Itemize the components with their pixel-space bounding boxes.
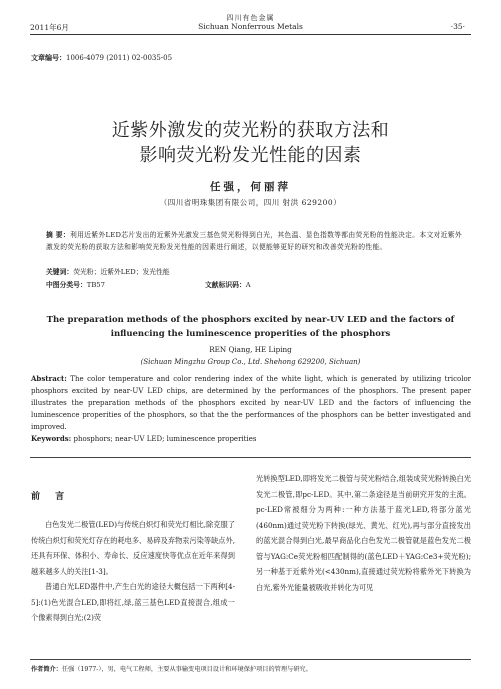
abstract-en-label: Abstract: [31, 374, 67, 383]
body-paragraph: 白色发光二极管(LED)与传统白炽灯和荧光灯相比,除克服了传统白炽灯和荧光灯存在的耗电多、易碎及弃物汞污染等缺点外,还具有环保、体积小、寿命长、反应速度快等优点在近年来得到越来越多人的关注[1-3]。 [31, 520, 235, 576]
article-number-label: 文章编号： [31, 53, 66, 62]
title-en-line1: The preparation methods of the phosphors excited by near-UV LED and the factors of [46, 315, 455, 325]
abstract-en [31, 373, 471, 433]
keywords-en [31, 434, 256, 443]
keywords-en-label: Keywords: [31, 434, 72, 443]
clc-label: 中图分类号： [46, 281, 87, 289]
authors-zh: 任强，何丽萍 [210, 181, 291, 193]
clc-value: TB57 [86, 281, 105, 289]
authors-en: REN Qiang, HE Liping [209, 345, 292, 354]
title-zh [0, 118, 501, 168]
abstract-en-text: The color temperature and color rendering index of the white light, which is generated by utilizing tricolor phosphors excited by near-UV LED chips, are determined by the performances of the phosphors. The present paper illustrates the preparation methods of the phosphors excited by near-UV LED and the factors of influencing the luminescence properities of the phosphors, so that the the performances of the phosphors can be better investigated and improved. [31, 375, 471, 431]
abstract-separator [30, 457, 471, 458]
header-rule [30, 34, 471, 35]
title-en-line2: influencing the luminescence properities of the phosphors [110, 329, 391, 339]
footnote-label: 作者简介： [31, 666, 62, 673]
body-paragraph: 普通白光LED器件中,产生白光的途径大概包括一下两种[4-5]:(1)色光混合LED,即将红,绿,蓝三基色LED直接混合,组成一个像素得到白光;(2)荧 [31, 582, 235, 622]
title-zh-line1: 近紫外激发的荧光粉的获取方法和 [111, 120, 390, 141]
affiliation-zh: （四川省明珠集团有限公司，四川 射洪 629200） [159, 198, 342, 207]
abstract-zh [46, 229, 464, 253]
body-column-left [31, 517, 235, 626]
footnote-text: 任强（1977-），男，电气工程师，主要从事输变电项目设计和环境保护项目的管理与研究。 [61, 666, 312, 673]
article-number-value: 1006-4079 (2011) 02-0035-05 [66, 54, 173, 62]
keywords-en-text: phosphors; near-UV LED; luminescence properities [71, 435, 257, 443]
keywords-zh-label: 关键词： [46, 268, 74, 276]
document-code [205, 279, 251, 289]
abstract-zh-text: 利用近紫外LED芯片发出的近紫外光激发三基色荧光粉得到白光，其色温、显色指数等都由荧光粉的性能决定。本文对近紫外激发的荧光粉的获取方法和影响荧光粉发光性能的因素进行阐述，以便能够更好的研究和改善荧光粉的性能。 [46, 231, 462, 251]
document-code-value: A [245, 281, 251, 289]
title-en [0, 313, 501, 341]
keywords-zh-text: 荧光粉；近紫外LED；发光性能 [73, 268, 170, 276]
title-zh-line2: 影响荧光粉发光性能的因素 [139, 145, 362, 166]
body-paragraph: 光转换型LED,即将发光二极管与荧光粉结合,组装成荧光粉转换白光发光二极管,即pc-LED。其中,第二条途径是当前研究开发的主流。pc-LED常被细分为两种:一种方法基于蓝光LED,将部分蓝光(460nm)通过荧光粉下转换(绿光、黄光、红光),再与部分直接发出的蓝光混合得到白光,最早商品化白色发光二极管就是蓝色发光二极管与YAG:Ce荧光粉相匹配制得的(蓝色LED＋YAG:Ce3+荧光粉);另一种基于近紫外光(<430nm),直接通过荧光粉将紫外光下转换为白光,紫外光能量被吸收并转化为可见 [256, 474, 471, 592]
author-footnote [31, 664, 312, 673]
document-code-label: 文献标识码： [205, 281, 246, 289]
article-number [31, 53, 172, 63]
abstract-zh-label: 摘 要： [46, 231, 70, 239]
keywords-zh [46, 266, 170, 276]
body-column-right [256, 471, 471, 595]
footnote-rule [30, 659, 471, 660]
journal-name-en: Sichuan Nonferrous Metals [198, 22, 303, 31]
page-number: ·35· [450, 22, 465, 31]
clc-number [46, 279, 105, 289]
section-heading: 前 言 [31, 492, 71, 502]
journal-name-zh: 四川有色金属 [226, 14, 275, 22]
affiliation-en: (Sichuan Mingzhu Group Co., Ltd. Shehong 629200, Sichuan) [140, 358, 361, 366]
issue-date: 2011年6月 [30, 23, 69, 32]
